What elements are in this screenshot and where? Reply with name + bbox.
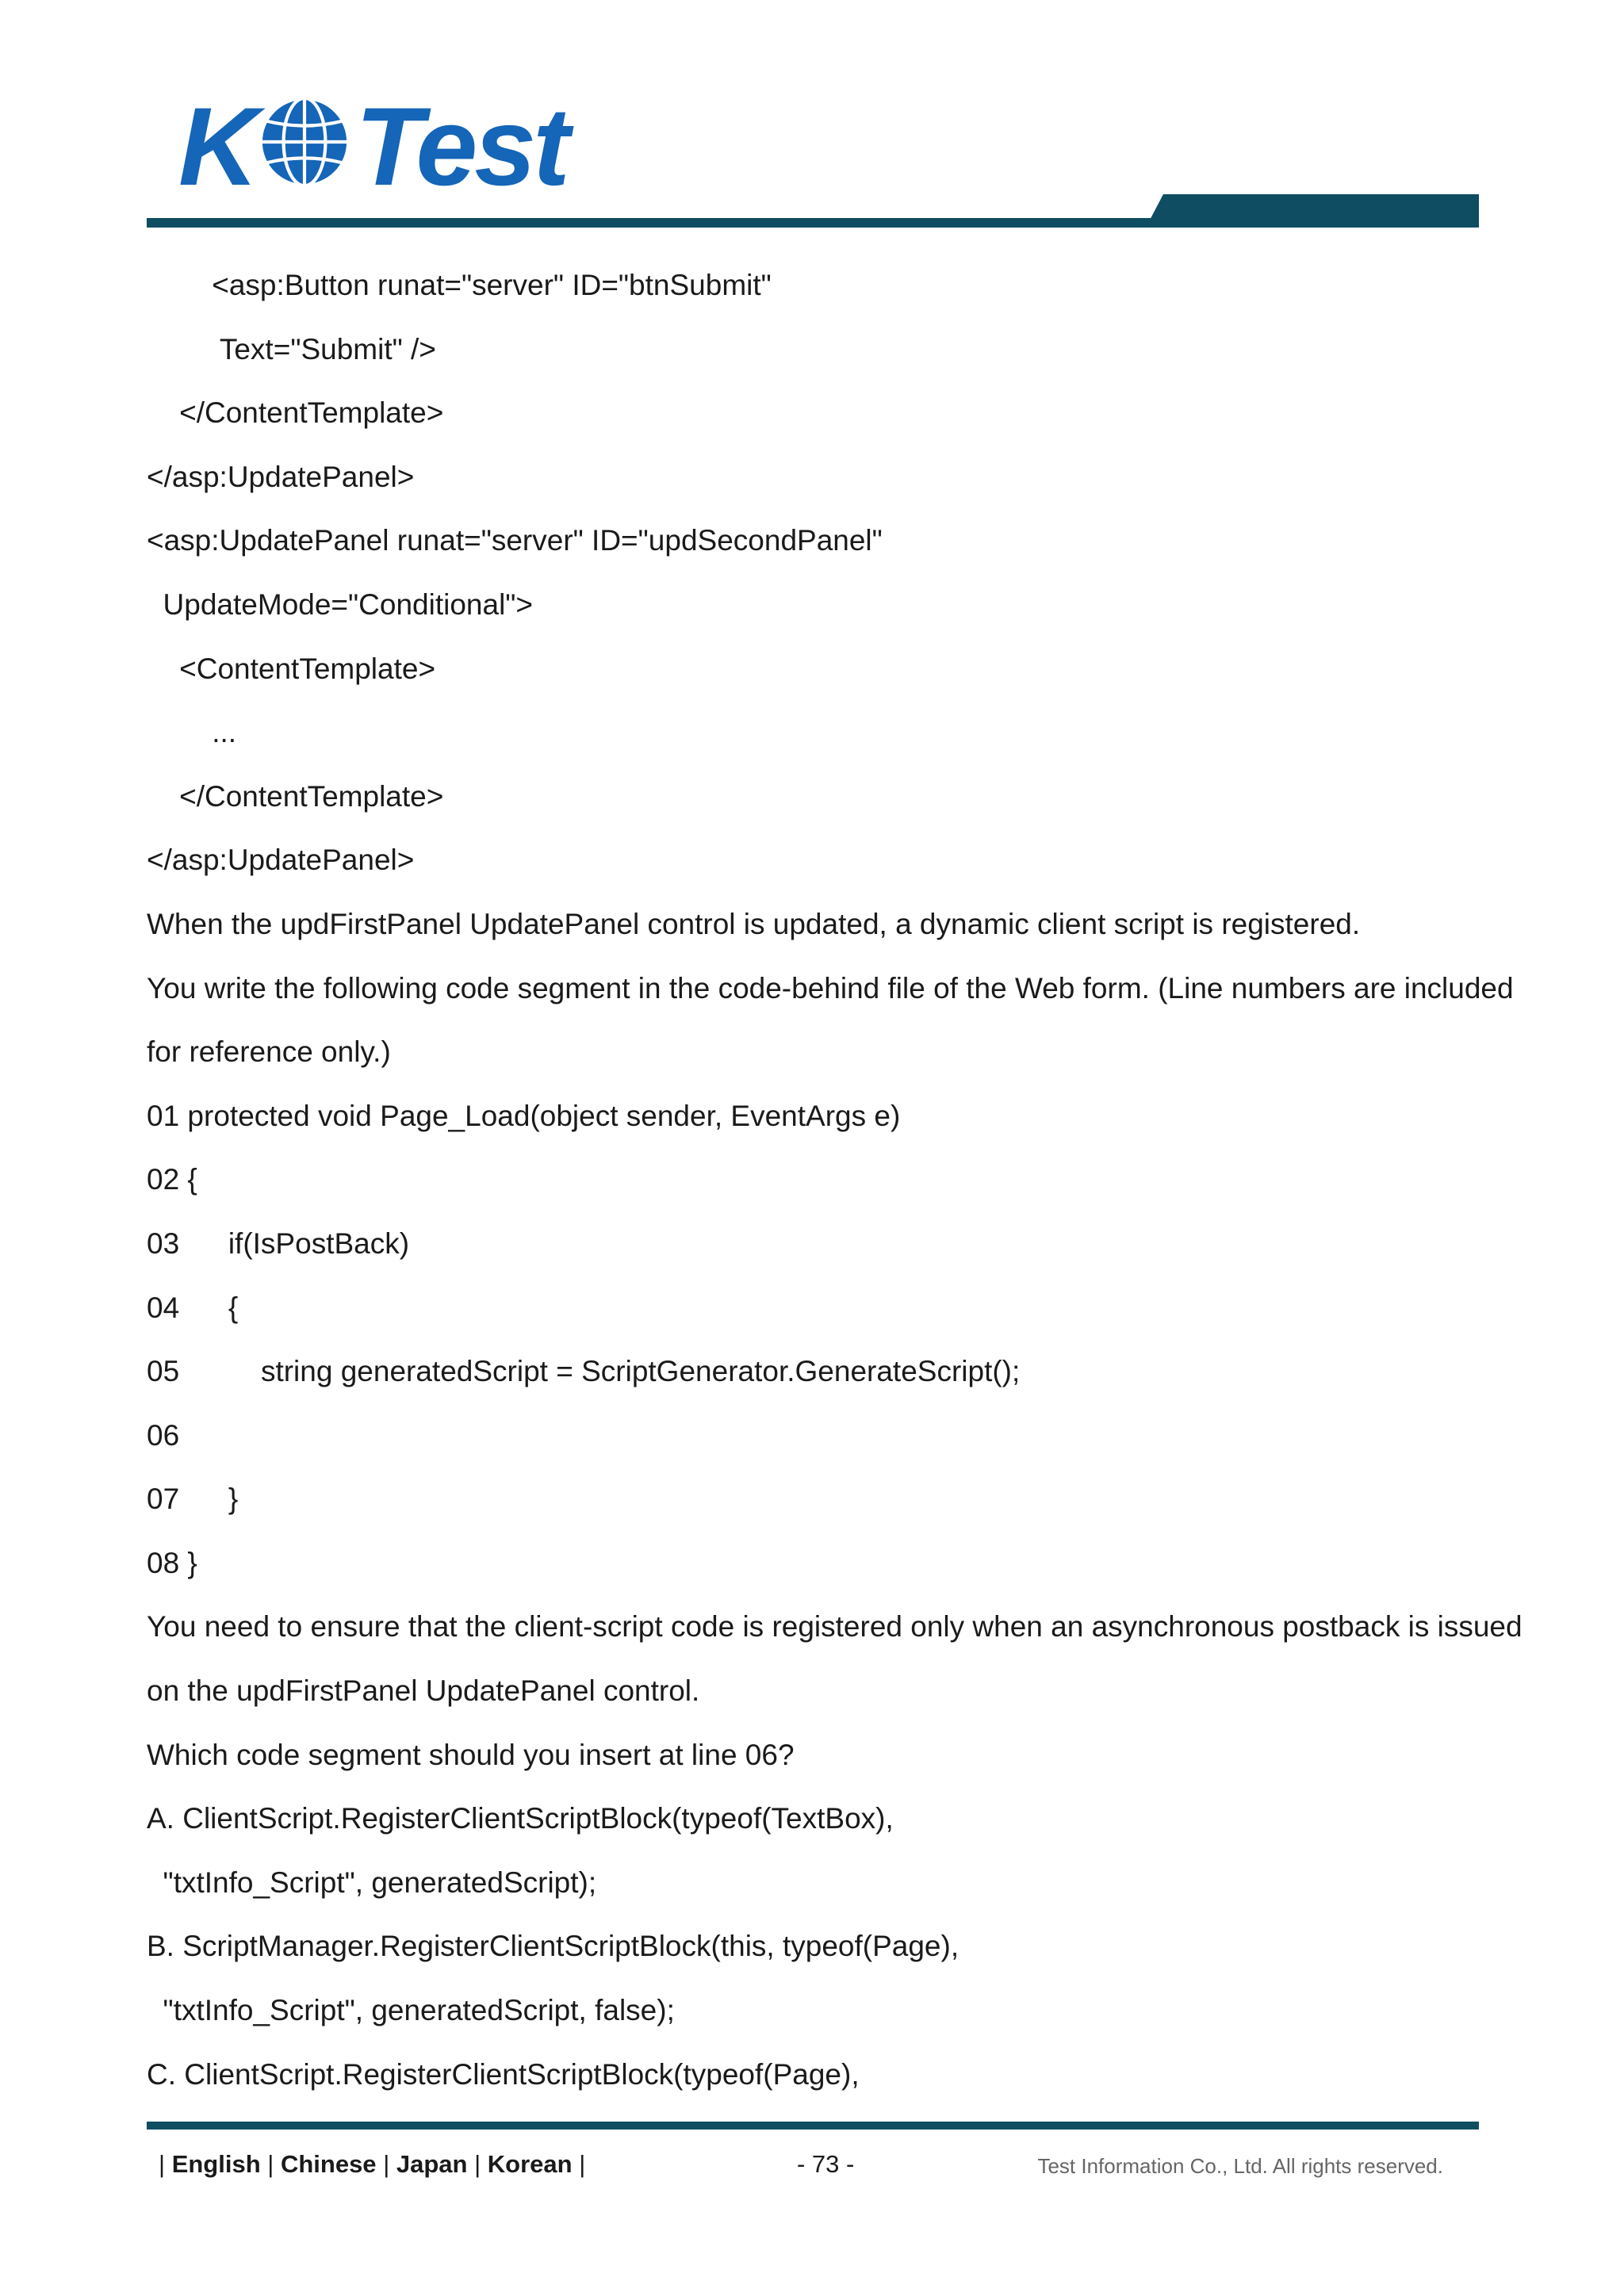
text-line: </ContentTemplate> <box>147 779 444 813</box>
text-line: 05 string generatedScript = ScriptGenerator.GenerateScript(); <box>147 1355 1021 1388</box>
footer-rule <box>147 2122 1479 2130</box>
text-line: ... <box>147 716 237 749</box>
text-line: 08 } <box>147 1546 197 1579</box>
text-line: 01 protected void Page_Load(object sender, EventArgs e) <box>147 1099 901 1132</box>
text-line: 02 { <box>147 1163 197 1196</box>
header-rule <box>147 218 1479 228</box>
language-links: | English | Chinese | Japan | Korean | <box>159 2150 586 2178</box>
text-line: <ContentTemplate> <box>147 652 436 685</box>
text-line: on the updFirstPanel UpdatePanel control. <box>147 1674 700 1708</box>
text-line: You need to ensure that the client-script code is registered only when an asynchronous postback is issued <box>147 1610 1522 1644</box>
text-line: 07 } <box>147 1483 239 1516</box>
text-line: <asp:Button runat="server" ID="btnSubmit" <box>147 269 772 301</box>
text-line: "txtInfo_Script", generatedScript); <box>147 1866 597 1899</box>
text-line: A. ClientScript.RegisterClientScriptBlock(typeof(TextBox), <box>147 1802 894 1835</box>
text-line: C. ClientScript.RegisterClientScriptBlock(typeof(Page), <box>147 2057 860 2091</box>
logo-text: Test <box>355 84 567 209</box>
text-line: 03 if(IsPostBack) <box>147 1226 410 1260</box>
text-line: 04 { <box>147 1291 239 1324</box>
document-body <box>147 254 1522 2107</box>
text-line: UpdateMode="Conditional"> <box>147 587 534 621</box>
lang-japan-link[interactable]: Japan <box>396 2150 468 2178</box>
text-line: B. ScriptManager.RegisterClientScriptBlock(this, typeof(Page), <box>147 1930 959 1963</box>
copyright-notice: Test Information Co., Ltd. All rights reserved. <box>1037 2154 1443 2178</box>
logo-letter-k: K <box>178 84 256 209</box>
text-line: for reference only.) <box>147 1035 391 1069</box>
text-line: </ContentTemplate> <box>147 396 444 430</box>
text-line: When the updFirstPanel UpdatePanel control is updated, a dynamic client script is registered. <box>147 907 1361 940</box>
page-footer <box>147 2145 1479 2184</box>
text-line: "txtInfo_Script", generatedScript, false); <box>147 1994 675 2027</box>
text-line: </asp:UpdatePanel> <box>147 460 415 493</box>
text-line: 06 <box>147 1418 180 1452</box>
lang-korean-link[interactable]: Korean <box>487 2150 573 2178</box>
lang-chinese-link[interactable]: Chinese <box>280 2150 377 2178</box>
text-line: You write the following code segment in the code-behind file of the Web form. (Line numbers are included <box>147 971 1514 1004</box>
lang-english-link[interactable]: English <box>171 2150 261 2178</box>
globe-icon <box>257 94 352 189</box>
text-line: </asp:UpdatePanel> <box>147 844 415 877</box>
page-number: - 73 - <box>797 2150 855 2178</box>
text-line: Which code segment should you insert at line 06? <box>147 1738 795 1771</box>
page-header <box>147 84 1479 230</box>
text-line: Text="Submit" /> <box>147 332 436 365</box>
ktest-logo <box>178 84 638 209</box>
text-line: <asp:UpdatePanel runat="server" ID="updSecondPanel" <box>147 524 883 557</box>
